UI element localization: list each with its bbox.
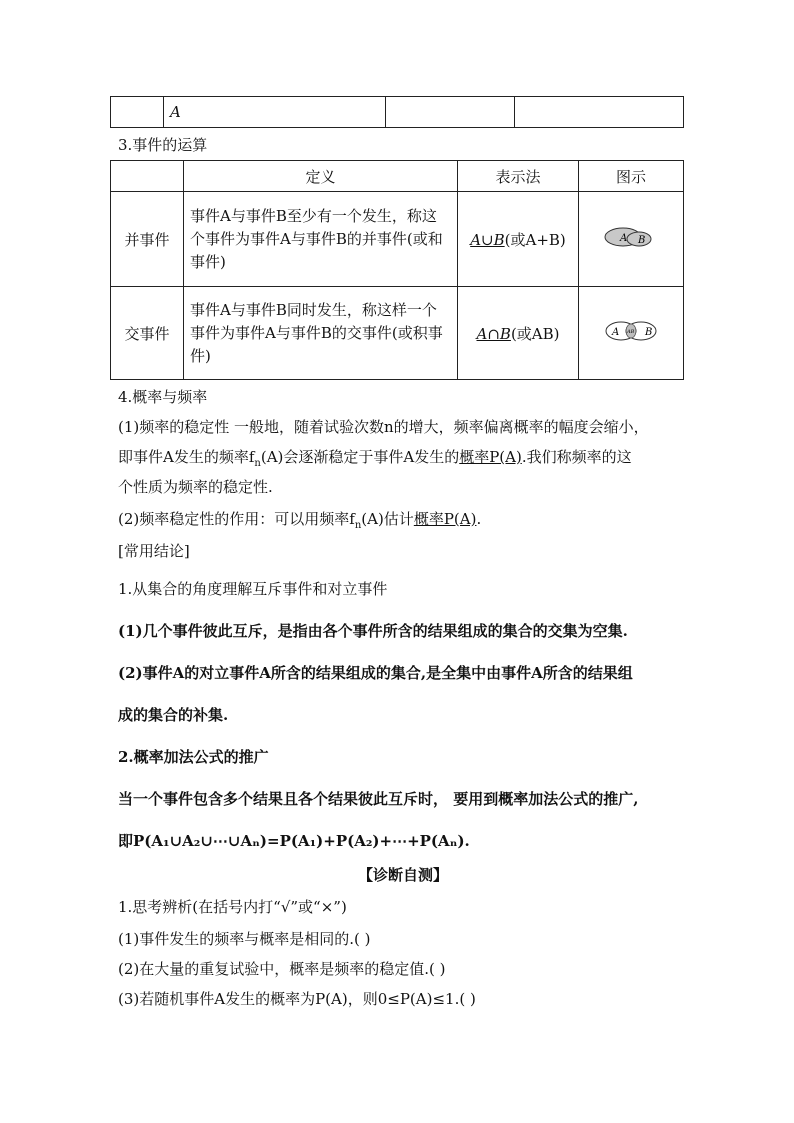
conclusion-1-p1: (1)几个事件彼此互斥，是指由各个事件所含的结果组成的集合的交集为空集. <box>118 622 628 640</box>
conclusion-1-title: 1.从集合的角度理解互斥事件和对立事件 <box>118 580 388 598</box>
conclusion-2-title: 2.概率加法公式的推广 <box>118 748 269 766</box>
event-operations-table <box>110 160 684 380</box>
union-name: 并事件 <box>111 192 184 287</box>
venn-label-b: B <box>645 327 653 338</box>
union-venn-diagram <box>601 224 661 250</box>
venn-label-ab: AB <box>627 329 635 335</box>
intersection-venn-diagram <box>601 318 661 344</box>
header-figure: 图示 <box>579 161 684 192</box>
intersection-figure <box>579 287 684 380</box>
conclusion-2-p1: 当一个事件包含多个结果且各个结果彼此互斥时， 要用到概率加法公式的推广, <box>118 790 639 808</box>
union-definition: 事件A与事件B至少有一个发生，称这个事件为事件A与事件B的并事件(或和事件) <box>184 192 458 287</box>
question-item: (2)在大量的重复试验中，概率是频率的稳定值.( ) <box>118 960 446 978</box>
table-cell <box>386 97 515 128</box>
header-cell <box>111 161 184 192</box>
header-definition: 定义 <box>184 161 458 192</box>
table-row <box>111 97 684 128</box>
conclusions-label: [常用结论] <box>118 542 190 560</box>
intersection-notation <box>458 287 579 380</box>
table-header-row <box>111 161 684 192</box>
table-cell <box>515 97 684 128</box>
section-4-p2 <box>118 508 688 537</box>
top-table-fragment <box>110 96 684 128</box>
header-notation: 表示法 <box>458 161 579 192</box>
text-span: . <box>476 510 482 528</box>
subscript-n: n <box>354 520 362 531</box>
subscript-n: n <box>254 458 261 469</box>
section-3-title: 3.事件的运算 <box>118 136 208 154</box>
table-cell <box>111 97 164 128</box>
intersection-notation-alt: (或AB) <box>510 324 560 343</box>
conclusion-2-formula: 即P(A₁∪A₂∪⋯∪Aₙ)=P(A₁)+P(A₂)+⋯+P(Aₙ). <box>118 832 470 850</box>
venn-label-a: A <box>620 233 628 244</box>
intersection-notation-main: A∩B <box>476 324 511 343</box>
question-item: (1)事件发生的频率与概率是相同的.( ) <box>118 930 371 948</box>
section-4-p1-line2 <box>118 446 688 475</box>
question-1-intro: 1.思考辨析(在括号内打“√”或“×”) <box>118 898 347 916</box>
diagnosis-title: 【诊断自测】 <box>357 866 448 884</box>
union-notation-main: A∪B <box>470 230 505 249</box>
table-row-union <box>111 192 684 287</box>
intersection-definition: 事件A与事件B同时发生，称这样一个事件为事件A与事件B的交事件(或积事件) <box>184 287 458 380</box>
venn-label-b: B <box>638 235 646 246</box>
conclusion-1-p2-line1: (2)事件A的对立事件A所含的结果组成的集合,是全集中由事件A所含的结果组 <box>118 664 633 682</box>
intersection-name: 交事件 <box>111 287 184 380</box>
venn-label-a: A <box>612 327 620 338</box>
text-span: (A)会逐渐稳定于事件A发生的 <box>260 448 460 466</box>
text-span: (2)频率稳定性的作用：可以用频率f <box>118 510 355 528</box>
text-span: 即事件A发生的频率f <box>118 448 255 466</box>
text-span: .我们称频率的这 <box>521 448 632 466</box>
underlined-answer: 概率P(A) <box>459 448 522 466</box>
section-4-title: 4.概率与频率 <box>118 388 208 406</box>
text-span: (A)估计 <box>361 510 414 528</box>
union-notation <box>458 192 579 287</box>
table-cell: A <box>164 97 386 128</box>
table-row-intersection <box>111 287 684 380</box>
question-item: (3)若随机事件A发生的概率为P(A)，则0≤P(A)≤1.( ) <box>118 990 476 1008</box>
union-notation-alt: (或A+B) <box>504 230 566 249</box>
section-4-p1-line3: 个性质为频率的稳定性. <box>118 478 273 496</box>
section-4-p1-line1: (1)频率的稳定性 一般地，随着试验次数n的增大，频率偏离概率的幅度会缩小， <box>118 418 649 436</box>
conclusion-1-p2-line2: 成的集合的补集. <box>118 706 229 724</box>
underlined-answer: 概率P(A) <box>413 510 477 528</box>
union-figure <box>579 192 684 287</box>
